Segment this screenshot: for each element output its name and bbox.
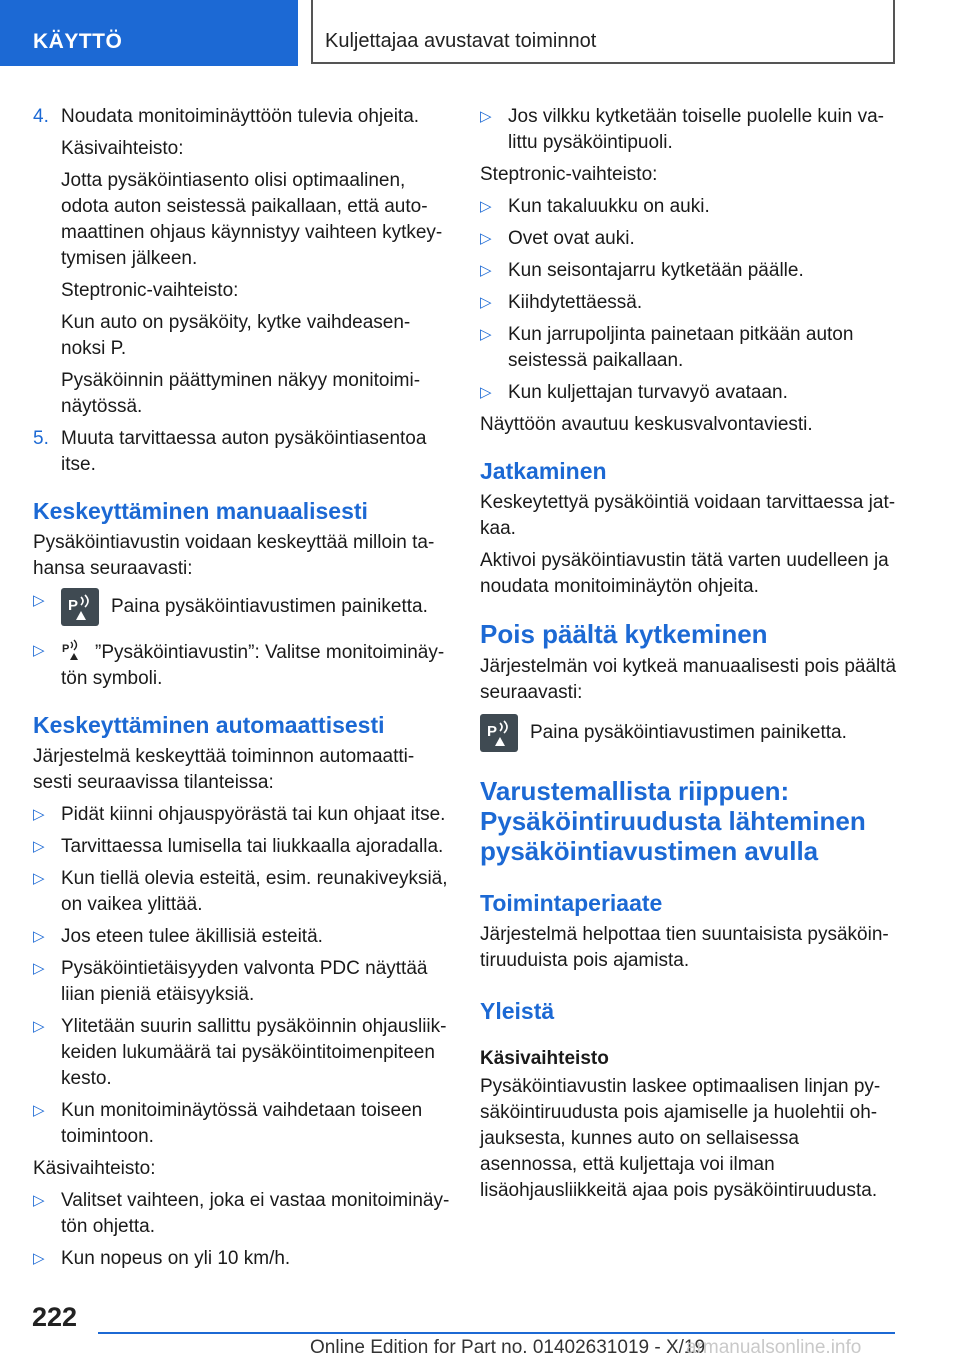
list-item [33, 956, 451, 1008]
triangle-bullet-icon: ▷ [33, 1250, 45, 1267]
auto-interrupt-intro: Järjestelmä keskeyttää toiminnon automaatti-sesti seuraavissa tilanteissa: [33, 746, 415, 793]
watermark: armanualsonline.info [686, 1337, 862, 1358]
list-item-text: Kiihdytettäessä. [508, 292, 643, 313]
exit-heading [480, 776, 898, 866]
list-item-text: Ovet ovat auki. [508, 228, 635, 249]
list-item [33, 1188, 451, 1240]
list-item-text: Tarvittaessa lumisella tai liukkaalla ajoradalla. [61, 836, 444, 857]
list-item [480, 226, 898, 252]
list-item [33, 638, 451, 692]
list-item [33, 1098, 451, 1150]
triangle-bullet-icon: ▷ [33, 870, 45, 887]
triangle-bullet-icon: ▷ [33, 928, 45, 945]
page-number: 222 [32, 1302, 78, 1332]
list-item [480, 322, 898, 374]
list-item-text: Kun kuljettajan turvavyö avataan. [508, 382, 788, 403]
switch-off-button-row [480, 714, 898, 752]
list-item [480, 380, 898, 406]
triangle-bullet-icon: ▷ [33, 1192, 45, 1209]
svg-text:P: P [62, 643, 70, 655]
page-footer [0, 1290, 960, 1362]
principle-heading: Toimintaperiaate [480, 890, 663, 916]
triangle-bullet-icon: ▷ [480, 198, 492, 215]
exit-heading-line: pysäköintiavustimen avulla [480, 836, 819, 866]
manual-text: Pysäköintiavustin laskee optimaalisen linjan py-säköintiruudusta pois ajamiselle ja huolehtii oh-jauksesta, kunnes auto on sellaisessa asennossa, että kuljettaja voi ilman lisäohjausliikkeitä ajaa pois pysäköintiruudusta. [480, 1076, 881, 1201]
list-item-text: Pysäköintietäisyyden valvonta PDC näyttää liian pieniä etäisyyksiä. [61, 958, 428, 1005]
list-item-text: Ylitetään suurin sallittu pysäköinnin ohjausliik-keiden lukumäärä tai pysäköintitoimenpiteen kesto. [61, 1016, 447, 1089]
list-item-text: Paina pysäköintiavustimen painiketta. [111, 596, 428, 617]
svg-text:P: P [487, 723, 498, 740]
step-text: Muuta tarvittaessa auton pysäköintiasentoa itse. [61, 428, 427, 475]
exit-heading-line: Pysäköintiruudusta lähteminen [480, 806, 866, 836]
chapter-title: Kuljettajaa avustavat toiminnot [311, 0, 895, 64]
parking-assistant-button-icon [61, 588, 99, 626]
general-heading: Yleistä [480, 998, 555, 1024]
manual-subheading: Käsivaihteisto [480, 1048, 609, 1069]
list-item [480, 194, 898, 220]
step-text: Noudata monitoiminäyttöön tulevia ohjeita. [61, 106, 420, 127]
triangle-bullet-icon: ▷ [33, 838, 45, 855]
triangle-bullet-icon: ▷ [33, 1018, 45, 1035]
triangle-bullet-icon: ▷ [480, 230, 492, 247]
list-item-text: Jos vilkku kytketään toiselle puolelle kuin va-littu pysäköintipuoli. [508, 106, 884, 153]
continue-text: Keskeytettyä pysäköintiä voidaan tarvittaessa jat-kaa. [480, 492, 896, 539]
list-item-text: Kun tiellä olevia esteitä, esim. reunakiveyksiä, on vaikea ylittää. [61, 868, 448, 915]
list-item-text: ”Pysäköintiavustin”: Valitse monitoiminäy-tön symboli. [61, 642, 445, 689]
exit-heading-line: Varustemallista riippuen: [480, 776, 790, 806]
list-item [33, 802, 451, 828]
message-text: Näyttöön avautuu keskusvalvontaviesti. [480, 414, 813, 435]
list-item-text: Kun jarrupoljinta painetaan pitkään auton seistessä paikallaan. [508, 324, 854, 371]
triangle-bullet-icon: ▷ [33, 960, 45, 977]
list-item-text: Jos eteen tulee äkillisiä esteitä. [61, 926, 323, 947]
triangle-bullet-icon: ▷ [33, 806, 45, 823]
footer-divider [98, 1332, 895, 1334]
steptronic-label: Steptronic-vaihteisto: [480, 164, 658, 185]
steptronic-label: Steptronic-vaihteisto: [61, 280, 239, 301]
triangle-bullet-icon: ▷ [480, 294, 492, 311]
list-item-text: Pidät kiinni ohjauspyörästä tai kun ohjaat itse. [61, 804, 446, 825]
list-item [33, 924, 451, 950]
switch-off-heading: Pois päältä kytkeminen [480, 619, 768, 649]
triangle-bullet-icon: ▷ [480, 384, 492, 401]
manual-gear-label: Käsivaihteisto: [33, 1158, 156, 1179]
end-text: Pysäköinnin päättyminen näkyy monitoimi-näytössä. [61, 370, 421, 417]
list-item [480, 258, 898, 284]
list-item-text: Kun monitoiminäytössä vaihdetaan toiseen toimintoon. [61, 1100, 423, 1147]
list-item-text: Kun seisontajarru kytketään päälle. [508, 260, 804, 281]
switch-off-button-text: Paina pysäköintiavustimen painiketta. [530, 722, 847, 743]
switch-off-text: Järjestelmän voi kytkeä manuaalisesti pois päältä seuraavasti: [480, 656, 897, 703]
manual-interrupt-intro: Pysäköintiavustin voidaan keskeyttää milloin ta-hansa seuraavasti: [33, 532, 435, 579]
triangle-bullet-icon: ▷ [33, 642, 45, 659]
step-4 [33, 104, 451, 130]
list-item [480, 290, 898, 316]
svg-text:P: P [68, 597, 79, 614]
list-item [33, 834, 451, 860]
manual-label: Käsivaihteisto: [61, 138, 184, 159]
parking-assistant-button-icon [480, 714, 518, 752]
left-column [33, 104, 451, 1278]
manual-interrupt-heading: Keskeyttäminen manuaalisesti [33, 498, 368, 524]
edition-text: Online Edition for Part no. 01402631019 - X/19 [310, 1337, 706, 1358]
continue-heading: Jatkaminen [480, 458, 607, 484]
list-item [480, 104, 898, 156]
triangle-bullet-icon: ▷ [480, 108, 492, 125]
list-item-text: Kun nopeus on yli 10 km/h. [61, 1248, 291, 1269]
steptronic-text: Kun auto on pysäköity, kytke vaihdeasen-noksi P. [61, 312, 411, 359]
list-item [33, 1246, 451, 1272]
triangle-bullet-icon: ▷ [33, 592, 45, 609]
triangle-bullet-icon: ▷ [33, 1102, 45, 1119]
triangle-bullet-icon: ▷ [480, 262, 492, 279]
page-header [0, 0, 960, 66]
list-item [33, 1014, 451, 1092]
triangle-bullet-icon: ▷ [480, 326, 492, 343]
continue-text: Aktivoi pysäköintiavustin tätä varten uudelleen ja noudata monitoiminäytön ohjeita. [480, 550, 889, 597]
right-column [480, 104, 898, 1210]
list-item-text: Valitset vaihteen, joka ei vastaa monitoiminäy-tön ohjetta. [61, 1190, 450, 1237]
list-item [33, 866, 451, 918]
auto-interrupt-heading: Keskeyttäminen automaattisesti [33, 712, 385, 738]
step-5 [33, 426, 451, 478]
list-item [33, 588, 451, 626]
manual-text: Jotta pysäköintiasento olisi optimaalinen, odota auton seistessä paikallaan, että auto-maattinen ohjaus käynnistyy vaihteen kytkey-tymisen jälkeen. [61, 170, 443, 269]
parking-assistant-symbol-icon [61, 638, 85, 662]
step-number: 4. [33, 106, 49, 127]
principle-text: Järjestelmä helpottaa tien suuntaisista pysäköin-tiruuduista pois ajamista. [480, 924, 889, 971]
section-tab: KÄYTTÖ [0, 0, 298, 66]
step-number: 5. [33, 428, 49, 449]
list-item-text: Kun takaluukku on auki. [508, 196, 710, 217]
